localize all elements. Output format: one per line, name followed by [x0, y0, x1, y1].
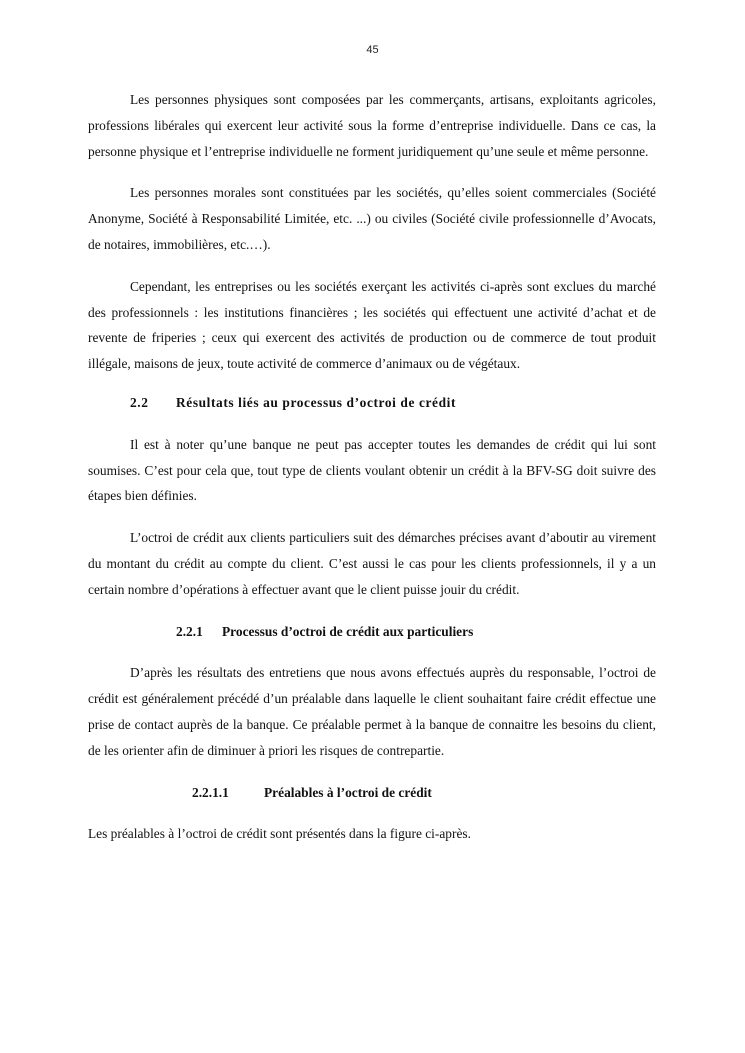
section-title: Résultats liés au processus d’octroi de crédit [176, 394, 457, 410]
paragraph-natural-persons: Les personnes physiques sont composées par les commerçants, artisans, exploitants agricoles, professions libérales qui exercent leur activité sous la forme d’entreprise individuelle. Dans ce cas, la personne physique et l’entreprise individuelle ne forment juridiquement qu’une seule et même personne. [88, 92, 656, 159]
section-heading-2-2-1-1 [88, 780, 656, 806]
paragraph-excluded-activities: Cependant, les entreprises ou les sociétés exerçant les activités ci-après sont exclues du marché des professionnels : les institutions financières ; les sociétés qui effectuent une activité d’achat et de revente de friperies ; ceux qui exercent des activités de production ou de commerce de tout produit illégale, maisons de jeux, toute activité de commerce d’animaux ou de végétaux. [88, 278, 656, 372]
paragraph-bank-requirements: Il est à noter qu’une banque ne peut pas accepter toutes les demandes de crédit qui lui sont soumises. C’est pour cela que, tout type de clients voulant obtenir un crédit à la BFV-SG doit suivre des étapes bien définies. [88, 436, 656, 504]
section-number: 2.2.1 [176, 623, 203, 639]
section-title: Processus d’octroi de crédit aux particuliers [222, 623, 474, 639]
section-heading-2-2-1 [88, 619, 656, 645]
section-heading-2-2 [88, 390, 656, 416]
paragraph-legal-persons: Les personnes morales sont constituées par les sociétés, qu’elles soient commerciales (Société Anonyme, Société à Responsabilité Limitée, etc. ...) ou civiles (Société civile professionnelle d’Avocats, de notaires, immobilières, etc.…). [88, 185, 656, 252]
section-title: Préalables à l’octroi de crédit [264, 784, 432, 800]
section-number: 2.2 [130, 394, 149, 410]
document-body [88, 87, 656, 847]
paragraph-figure-intro: Les préalables à l’octroi de crédit sont présentés dans la figure ci-après. [88, 826, 471, 842]
section-number: 2.2.1.1 [192, 784, 229, 800]
page-number: 45 [366, 44, 379, 56]
paragraph-credit-process: L’octroi de crédit aux clients particuliers suit des démarches précises avant d’aboutir au virement du montant du crédit au compte du client. C’est aussi le cas pour les clients professionnels, il y a un certain nombre d’opérations à effectuer avant que le client puisse jouir du crédit. [88, 530, 656, 597]
paragraph-interview-results: D’après les résultats des entretiens que nous avons effectués auprès du responsable, l’octroi de crédit est généralement précédé d’un préalable dans laquelle le client souhaitant faire crédit effectue une prise de contact auprès de la banque. Ce préalable permet à la banque de connaitre les besoins du client, de les orienter afin de diminuer à priori les risques de contrepartie. [88, 665, 656, 758]
